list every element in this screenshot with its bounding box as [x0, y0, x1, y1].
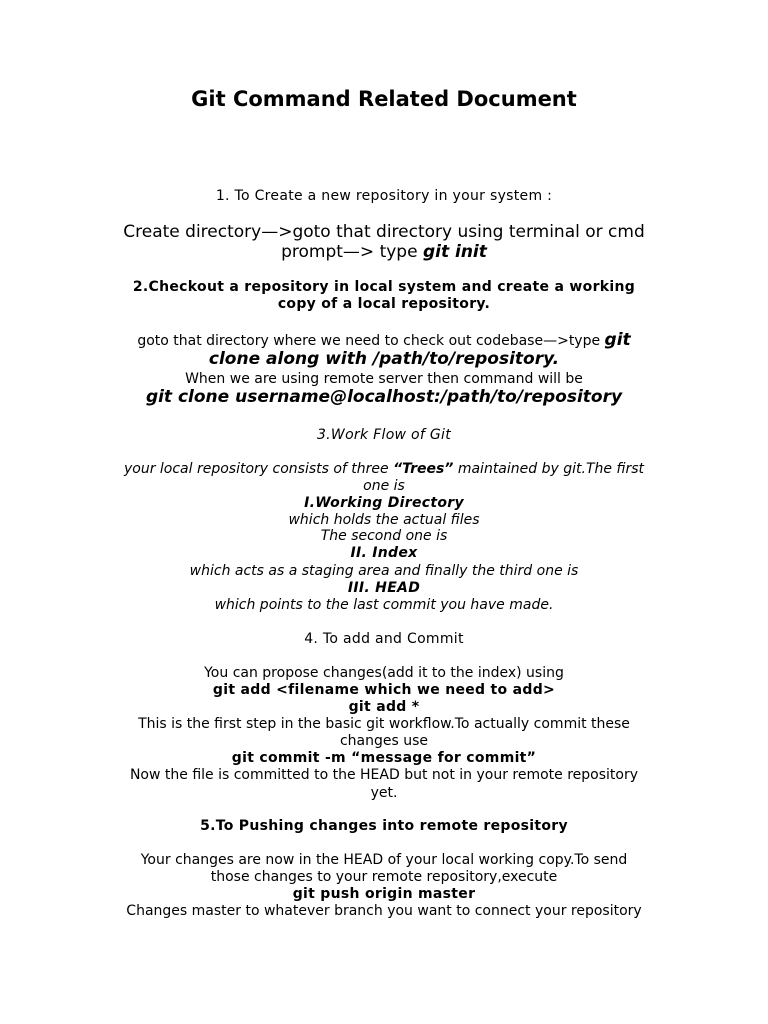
section2-para-line3: When we are using remote server then command will be	[185, 371, 583, 387]
git-add-all-command: git add *	[348, 699, 420, 715]
section2-para-line1-cmd: git	[604, 330, 631, 350]
tree1-desc: which holds the actual files	[288, 512, 480, 528]
document-title: Git Command Related Document	[191, 87, 577, 111]
section4-heading: 4. To add and Commit	[304, 631, 464, 647]
section1-heading: 1. To Create a new repository in your system :	[215, 188, 553, 204]
section5-line3: Changes master to whatever branch you want to connect your repository	[126, 903, 642, 919]
git-clone-command: git clone username@localhost:/path/to/repository	[145, 387, 623, 407]
section3-intro-line2: one is	[363, 478, 405, 494]
section1-line2-text: prompt—> type	[281, 242, 423, 262]
section2-para-line1	[60, 331, 708, 351]
tree2-intro: The second one is	[320, 528, 448, 544]
tree3-desc: which points to the last commit you have made.	[214, 597, 554, 613]
section4-line4: Now the file is committed to the HEAD but not in your remote repository	[129, 767, 639, 783]
section3-intro-line1	[60, 461, 708, 477]
section2-para-line1-text: goto that directory where we need to check out codebase—>type	[137, 333, 605, 349]
section5-line1: Your changes are now in the HEAD of your local working copy.To send	[140, 852, 628, 868]
section4-line3: changes use	[339, 733, 429, 749]
section3-heading: 3.Work Flow of Git	[316, 427, 452, 443]
section3-intro-a: your local repository consists of three	[123, 461, 394, 477]
section2-heading-line2: copy of a local repository.	[277, 296, 491, 312]
section1-line1: Create directory—>goto that directory using terminal or cmd	[123, 222, 645, 242]
section5-line2: those changes to your remote repository,execute	[210, 869, 558, 885]
section4-line1: You can propose changes(add it to the index) using	[204, 665, 564, 681]
section2-heading-line1: 2.Checkout a repository in local system and create a working	[132, 279, 636, 295]
tree3-name: III. HEAD	[347, 580, 421, 596]
git-init-command: git init	[422, 242, 487, 262]
git-commit-command: git commit -m “message for commit”	[231, 750, 537, 766]
tree2-name: II. Index	[350, 545, 418, 561]
section1-line2	[60, 243, 708, 263]
section4-line2: This is the first step in the basic git workflow.To actually commit these	[138, 716, 630, 732]
section2-para-line2: clone along with /path/to/repository.	[208, 349, 560, 369]
tree1-name: I.Working Directory	[304, 495, 464, 511]
trees-emphasis: “Trees”	[393, 461, 454, 477]
section5-heading: 5.To Pushing changes into remote repository	[200, 818, 568, 834]
git-add-filename-command: git add <filename which we need to add>	[212, 682, 556, 698]
section4-line5: yet.	[370, 785, 398, 801]
section3-intro-c: maintained by git.The first	[453, 461, 645, 477]
git-push-command: git push origin master	[292, 886, 476, 902]
tree2-desc: which acts as a staging area and finally the third one is	[189, 563, 579, 579]
